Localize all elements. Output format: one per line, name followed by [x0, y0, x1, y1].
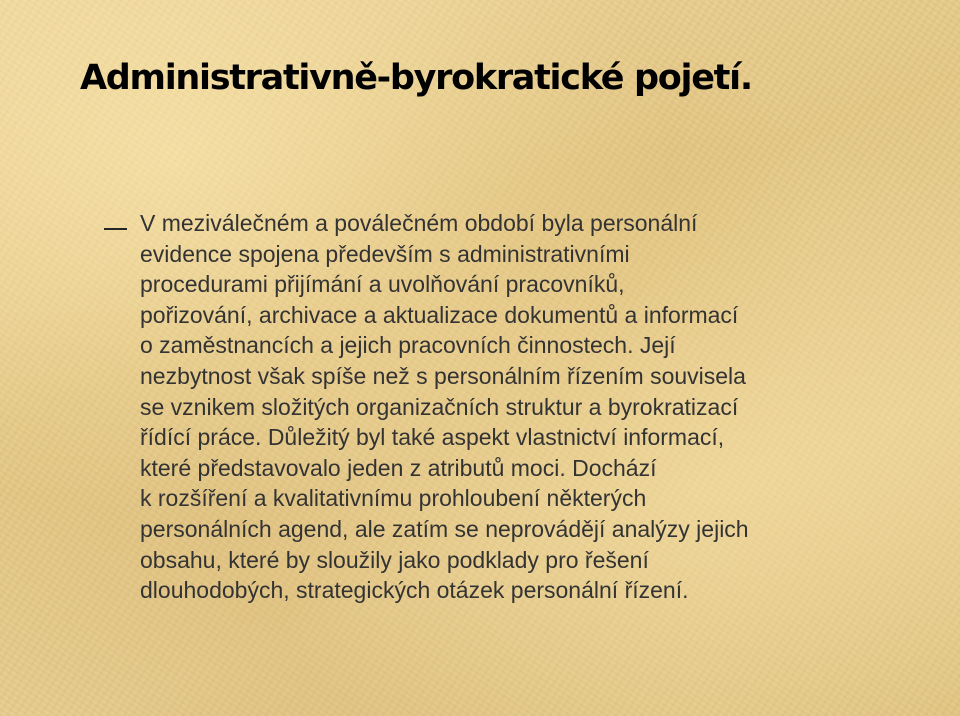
- paragraph-line: nezbytnost však spíše než s personálním řízením souvisela: [140, 362, 746, 389]
- paragraph-line: řídící práce. Důležitý byl také aspekt vlastnictví informací,: [140, 424, 725, 451]
- paragraph-line: personálních agend, ale zatím se neprovádějí analýzy jejich: [140, 515, 749, 542]
- bullet-paragraph: [140, 208, 940, 606]
- paragraph-line: dlouhodobých, strategických otázek personální řízení.: [140, 577, 689, 604]
- paragraph-line: obsahu, které by sloužily jako podklady pro řešení: [140, 546, 649, 573]
- paragraph-line: které představovalo jeden z atributů moci. Dochází: [140, 454, 657, 481]
- paragraph-line: se vznikem složitých organizačních struktur a byrokratizací: [140, 393, 739, 420]
- paragraph-line: evidence spojena především s administrativními: [140, 240, 630, 267]
- dash-bullet-icon: [104, 228, 127, 230]
- paragraph-line: pořizování, archivace a aktualizace dokumentů a informací: [140, 301, 739, 328]
- paragraph-line: k rozšíření a kvalitativnímu prohloubení některých: [140, 485, 647, 512]
- slide-title: Administrativně-byrokratické pojetí.: [80, 58, 752, 98]
- paragraph-line: o zaměstnancích a jejich pracovních činnostech. Její: [140, 332, 676, 359]
- paragraph-line: V meziválečném a poválečném období byla personální: [140, 210, 698, 236]
- paragraph-line: procedurami přijímání a uvolňování pracovníků,: [140, 271, 625, 298]
